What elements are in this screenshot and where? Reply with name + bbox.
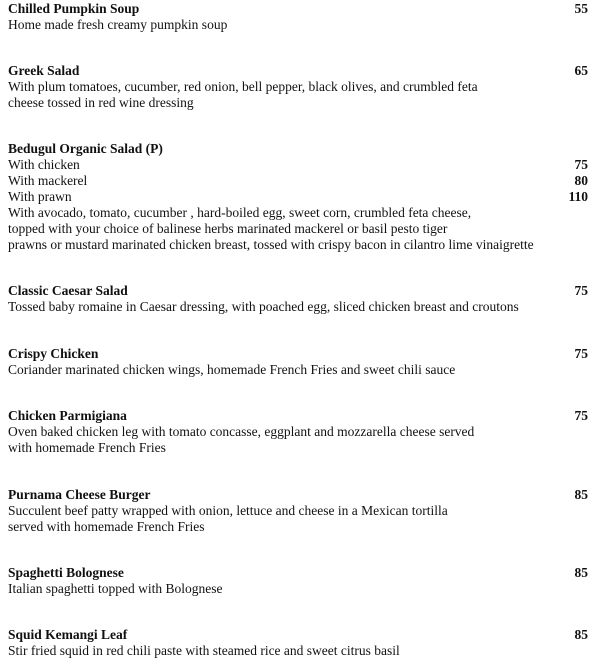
item-header (8, 283, 588, 299)
menu-item (8, 487, 588, 535)
option-label: With chicken (8, 157, 80, 172)
option-label: With mackerel (8, 173, 88, 188)
menu-item (8, 565, 588, 597)
item-option (8, 157, 588, 173)
item-title: Chilled Pumpkin Soup (8, 1, 140, 16)
option-price: 75 (574, 157, 588, 172)
menu-item (8, 408, 588, 456)
item-description: with homemade French Fries (8, 440, 166, 455)
item-price: 85 (574, 565, 588, 580)
item-header (8, 1, 588, 17)
item-header (8, 141, 588, 157)
item-description: Oven baked chicken leg with tomato concasse, eggplant and mozzarella cheese served (8, 424, 475, 439)
item-header (8, 408, 588, 424)
item-description: cheese tossed in red wine dressing (8, 95, 194, 110)
item-header (8, 487, 588, 503)
item-option (8, 173, 588, 189)
menu-item (8, 1, 588, 33)
item-title: Purnama Cheese Burger (8, 487, 151, 502)
item-description: Tossed baby romaine in Caesar dressing, with poached egg, sliced chicken breast and croutons (8, 299, 519, 314)
item-title: Spaghetti Bolognese (8, 565, 124, 580)
item-price: 75 (574, 346, 588, 361)
item-title: Greek Salad (8, 63, 80, 78)
option-label: With prawn (8, 189, 72, 204)
item-header (8, 627, 588, 643)
item-header (8, 565, 588, 581)
item-header (8, 346, 588, 362)
menu-item (8, 346, 588, 378)
item-title: Crispy Chicken (8, 346, 99, 361)
item-description: Home made fresh creamy pumpkin soup (8, 17, 228, 32)
item-title: Bedugul Organic Salad (P) (8, 141, 163, 156)
item-price: 85 (574, 487, 588, 502)
item-title: Squid Kemangi Leaf (8, 627, 128, 642)
item-description: Coriander marinated chicken wings, homemade French Fries and sweet chili sauce (8, 362, 456, 377)
item-price: 85 (574, 627, 588, 642)
item-price: 65 (574, 63, 588, 78)
item-header (8, 63, 588, 79)
menu-item (8, 283, 588, 315)
item-price: 55 (574, 1, 588, 16)
menu-item (8, 63, 588, 111)
item-description: Italian spaghetti topped with Bolognese (8, 581, 223, 596)
item-description: With plum tomatoes, cucumber, red onion, bell pepper, black olives, and crumbled feta (8, 79, 478, 94)
item-description: served with homemade French Fries (8, 519, 205, 534)
item-price: 75 (574, 283, 588, 298)
item-option (8, 189, 588, 205)
item-title: Chicken Parmigiana (8, 408, 127, 423)
item-description: Succulent beef patty wrapped with onion, lettuce and cheese in a Mexican tortilla (8, 503, 448, 518)
item-description: Stir fried squid in red chili paste with steamed rice and sweet citrus basil (8, 643, 400, 658)
menu-item (8, 141, 588, 253)
item-price: 75 (574, 408, 588, 423)
item-description: With avocado, tomato, cucumber , hard-boiled egg, sweet corn, crumbled feta cheese, (8, 205, 472, 220)
item-description: prawns or mustard marinated chicken breast, tossed with crispy bacon in cilantro lime vinaigrette (8, 237, 534, 252)
option-price: 110 (568, 189, 588, 204)
item-description: topped with your choice of balinese herbs marinated mackerel or basil pesto tiger (8, 221, 448, 236)
menu-item (8, 627, 588, 659)
item-title: Classic Caesar Salad (8, 283, 128, 298)
option-price: 80 (574, 173, 588, 188)
